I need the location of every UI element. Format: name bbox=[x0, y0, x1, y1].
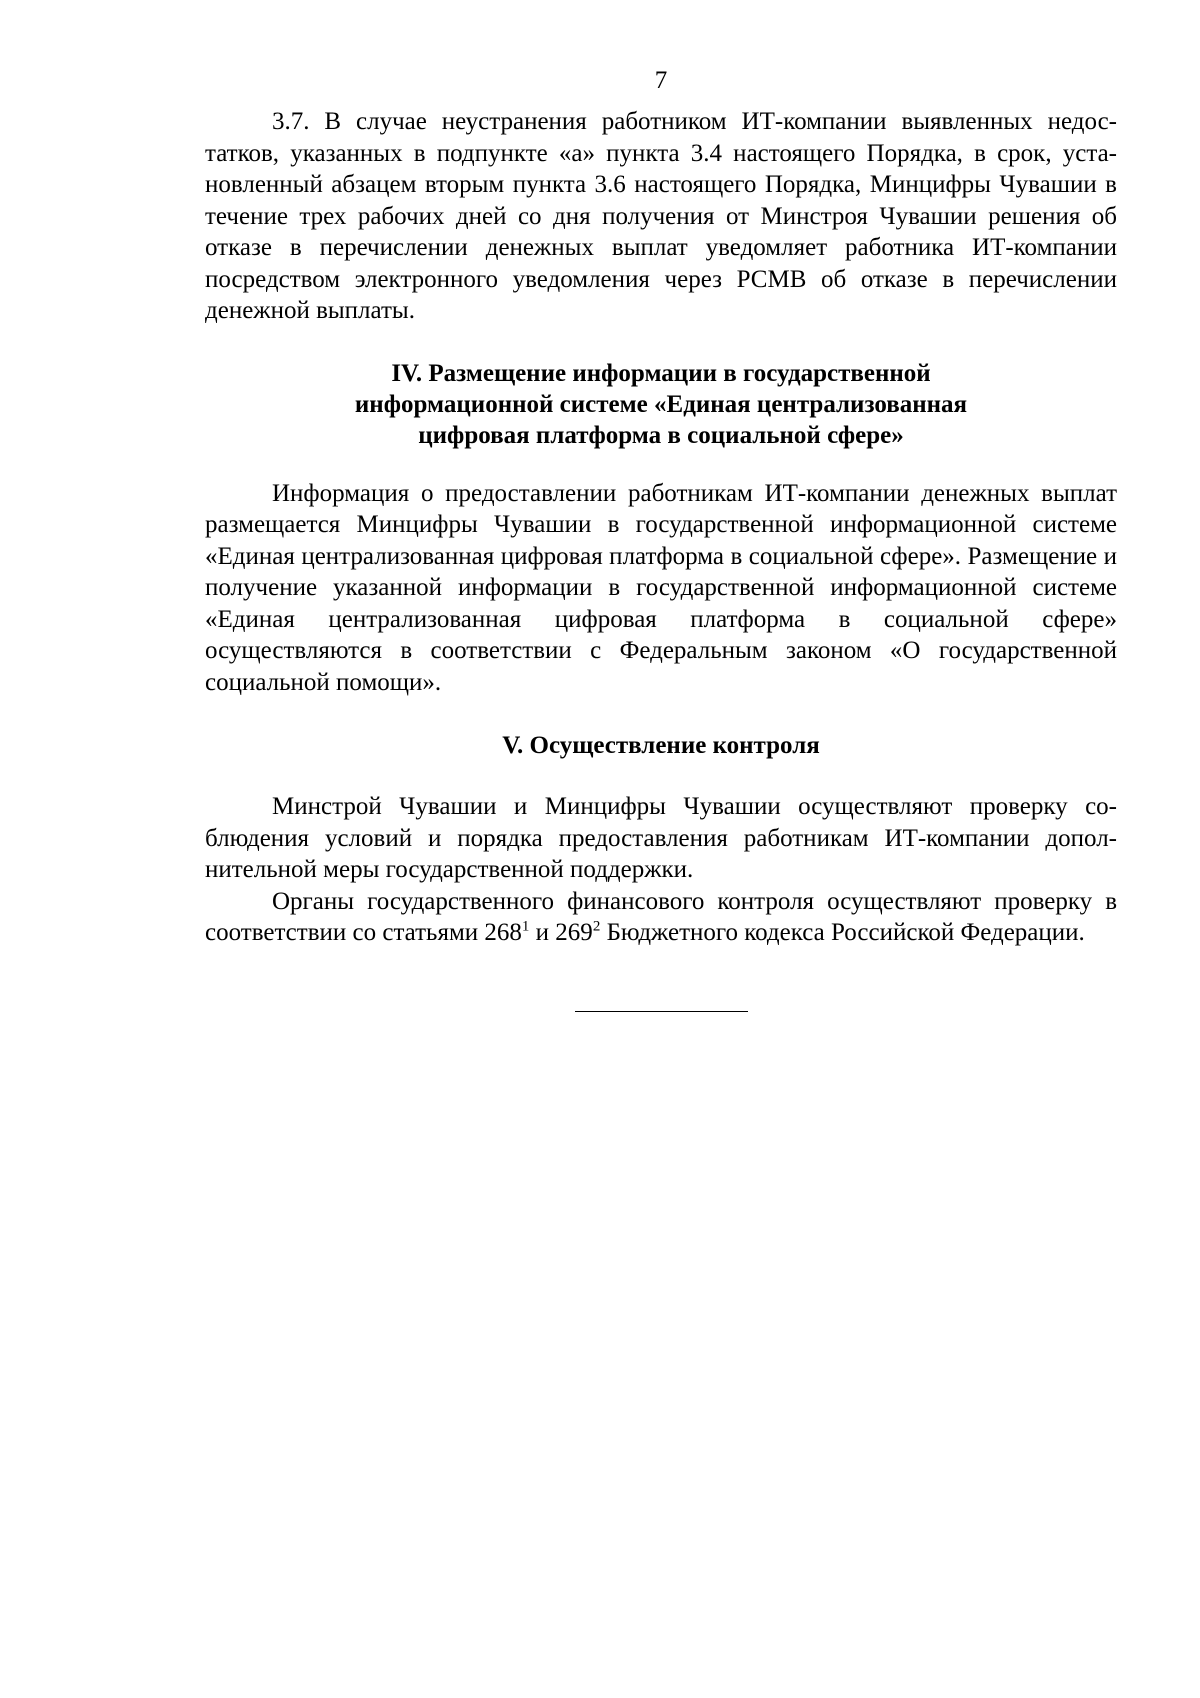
section-4-heading-line-3: цифровая платформа в социальной сфере» bbox=[418, 421, 904, 449]
section-4-paragraph: Информация о предоставлении работникам ИТ-компании денежных выплат размещается Минцифры Чувашии в государственной информационной системе «Единая централизованная цифровая платформа в социальной сфере». Размещение и получение указанной информации в государственной информационной системе «Единая централизованная цифровая платформа в социальной сфере» осуществляются в соответствии с Федеральным законом «О государственной социальной помощи». bbox=[205, 479, 1117, 696]
section-5-heading: V. Осуществление контроля bbox=[502, 732, 820, 759]
section-4-heading-line-2: информационной системе «Единая централизованная bbox=[354, 390, 968, 418]
paragraph-2-text-1: Органы государственного финансового контроля осуществляют проверку в соответствии со статьями 268 bbox=[205, 887, 1117, 946]
section-4-heading-line-1: IV. Размещение информации в государственной bbox=[391, 359, 931, 387]
end-of-document-rule bbox=[575, 1011, 748, 1012]
section-5-paragraph-2 bbox=[205, 886, 1117, 949]
paragraph-2-text-2: и 269 bbox=[529, 919, 593, 946]
page-number: 7 bbox=[654, 67, 668, 94]
section-5-paragraph-1: Минстрой Чувашии и Минцифры Чувашии осуществляют проверку соблюдения условий и порядка предоставления работникам ИТ-компании дополнительной меры государственной поддержки. bbox=[205, 793, 1117, 883]
document-page bbox=[205, 66, 1117, 1012]
footnote-superscript-1: 1 bbox=[521, 918, 530, 935]
paragraph-3-7: 3.7. В случае неустранения работником ИТ-компании выявленных недостатков, указанных в подпункте «а» пункта 3.4 настоящего Порядка, в срок, установленный абзацем вторым пункта 3.6 настоящего Порядка, Минцифры Чувашии в течение трех рабочих дней со дня получения от Минстроя Чувашии решения об отказе в перечислении денежных выплат уведомляет работника ИТ-компании посредством электронного уведомления через РСМВ об отказе в перечислении денежной выплаты. bbox=[205, 108, 1117, 324]
paragraph-2-text-3: Бюджетного кодекса Российской Федерации. bbox=[600, 919, 1085, 946]
footnote-superscript-2: 2 bbox=[592, 918, 601, 935]
section-4-heading bbox=[205, 358, 1117, 451]
